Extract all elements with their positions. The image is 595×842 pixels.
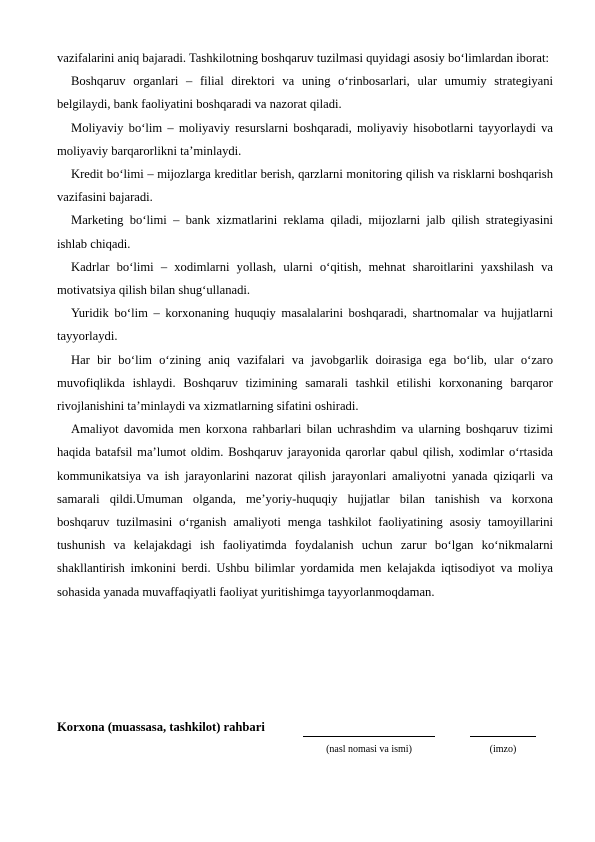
name-signature-line [303,736,435,737]
paragraph-finance: Moliyaviy bo‘lim – moliyaviy resurslarni boshqaradi, moliyaviy hisobotlarni tayyorlaydi va moliyaviy barqarorlikni ta’minlaydi. [57,120,553,158]
name-caption: (nasl nomasi va ismi) [326,744,412,755]
sign-caption: (imzo) [489,744,517,755]
paragraph-legal: Yuridik bo‘lim – korxonaning huquqiy masalalarini boshqaradi, shartnomalar va hujjatlarni tayyorlaydi. [57,306,553,344]
paragraph-intro: vazifalarini aniq bajaradi. Tashkilotning boshqaruv tuzilmasi quyidagi asosiy bo‘limlardan iborat: [57,51,550,65]
document-body [57,47,553,604]
signature-block [57,720,553,780]
paragraph-marketing: Marketing bo‘limi – bank xizmatlarini reklama qiladi, mijozlarni jalb qilish strategiyasini ishlab chiqadi. [57,213,553,251]
paragraph-summary: Har bir bo‘lim o‘zining aniq vazifalari va javobgarlik doirasiga ega bo‘lib, ular o‘zaro muvofiqlikda ishlaydi. Boshqaruv tizimining samarali tashkil etilishi korxonaning barqaror rivojlanishini ta’minlaydi va xizmatlarning sifatini oshiradi. [57,352,553,414]
signature-label: Korxona (muassasa, tashkilot) rahbari [57,720,265,734]
sign-signature-line [470,736,536,737]
paragraph-hr: Kadrlar bo‘limi – xodimlarni yollash, ularni o‘qitish, mehnat sharoitlarini yaxshilash va motivatsiya qilish bilan shug‘ullanadi. [57,259,553,298]
paragraph-management: Boshqaruv organlari – filial direktori va uning o‘rinbosarlari, ular umumiy strategiyani belgilaydi, bank faoliyatini boshqaradi va nazorat qiladi. [57,74,553,112]
paragraph-credit: Kredit bo‘limi – mijozlarga kreditlar berish, qarzlarni monitoring qilish va risklarni boshqarish vazifasini bajaradi. [57,167,553,205]
paragraph-conclusion: Amaliyot davomida men korxona rahbarlari bilan uchrashdim va ularning boshqaruv tizimi haqida batafsil ma’lumot oldim. Boshqaruv jarayonida qarorlar qabul qilish, xodimlar o‘rtasida kommunikatsiya va ish jarayonlarini nazorat qilish jarayonlari amaliyotni yanada qiziqarli va samarali qildi.Umuman olganda, me’yoriy-huquqiy hujjatlar bilan tanishish va korxona boshqaruv tuzilmasini o‘rganish amaliyoti menga tashkilot faoliyatining asosiy tamoyillarini tushunish va kelajakdagi ish faoliyatimda foydalanish uchun zarur bo‘lgan ko‘nikmalarni shakllantirish imkonini berdi. Ushbu bilimlar yordamida men kelajakda iqtisodiyot va moliya sohasida yanada muvaffaqiyatli faoliyat yuritishimga tayyorlanmoqdaman. [57,422,553,599]
